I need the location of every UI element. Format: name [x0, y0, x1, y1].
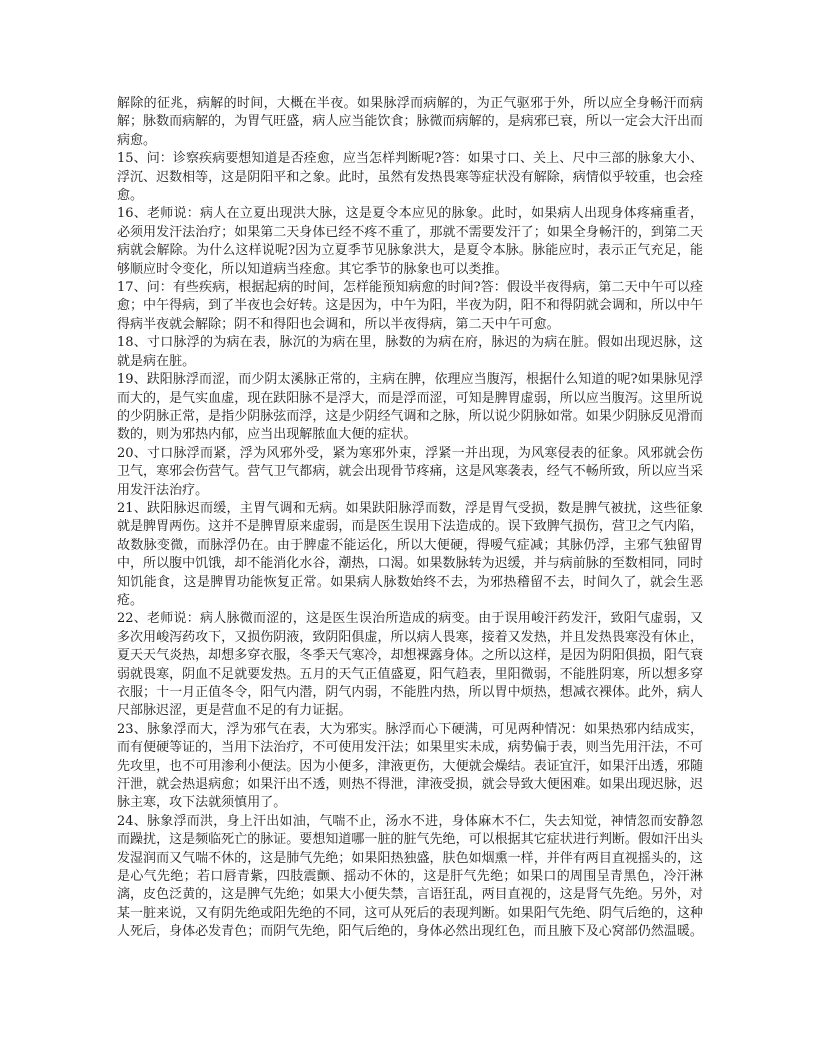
paragraph-21: 21、趺阳脉迟而缓，主胃气调和无病。如果趺阳脉浮而数，浮是胃气受损，数是脾气被扰，这些征象就是脾胃两伤。这并不是脾胃原来虚弱，而是医生误用下法造成的。误下致脾气损伤，营卫之气内陷，故数脉变微，而脉浮仍在。由于脾虚不能运化，所以大便硬，得嗳气症减；其脉仍浮，主邪气独留胃中，所以腹中饥饿，却不能消化水谷，潮热，口渴。如果数脉转为迟缓，并与病前脉的至数相同，同时知饥能食，这是脾胃功能恢复正常。如果病人脉数始终不去，为邪热稽留不去，时间久了，就会生恶疮。	[117, 500, 703, 608]
paragraph-intro-continuation: 解除的征兆，病解的时间，大概在半夜。如果脉浮而病解的，为正气驱邪于外，所以应全身畅汗而病解；脉数而病解的，为胃气旺盛，病人应当能饮食；脉微而病解的，是病邪已衰，所以一定会大汗出而病愈。	[117, 96, 703, 148]
paragraph-24: 24、脉象浮而洪，身上汗出如油，气喘不止，汤水不进，身体麻木不仁，失去知觉，神情忽而安静忽而躁扰，这是频临死亡的脉证。要想知道哪一脏的脏气先绝，可以根据其它症状进行判断。假如汗出头发湿润而又气喘不休的，这是肺气先绝；如果阳热独盛，肤色如烟熏一样，并伴有两目直视摇头的，这是心气先绝；若口唇青紫，四肢震颤、摇动不休的，这是肝气先绝；如果口的周围呈青黑色，冷汗淋漓，皮色泛黄的，这是脾气先绝；如果大小便失禁，言语狂乱，两目直视的，这是肾气先绝。另外，对某一脏来说，又有阴先绝或阳先绝的不同，这可从死后的表现判断。如果阳气先绝、阴气后绝的，这种人死后，身体必发青色；而阴气先绝，阳气后绝的，身体必然出现红色，而且腋下及心窝部仍然温暖。	[117, 813, 703, 940]
paragraph-19: 19、趺阳脉浮而涩，而少阴太溪脉正常的，主病在脾，依理应当腹泻，根据什么知道的呢?如果脉见浮而大的，是气实血虚，现在趺阳脉不是浮大，而是浮而涩，可知是脾胃虚弱，所以应当腹泻。这里所说的少阴脉正常，是指少阴脉弦而浮，这是少阴经气调和之脉，所以说少阴脉如常。如果少阴脉反见滑而数的，则为邪热内郁，应当出现解脓血大便的症状。	[117, 372, 703, 443]
paragraph-23: 23、脉象浮而大，浮为邪气在表，大为邪实。脉浮而心下硬满，可见两种情况：如果热邪内结成实，而有便硬等证的，当用下法治疗，不可使用发汗法；如果里实未成，病势偏于表，则当先用汗法，不可先攻里，也不可用渗利小便法。因为小便多，津液更伤，大便就会燥结。表证宜汗，如果汗出透，邪随汗泄，就会热退病愈；如果汗出不透，则热不得泄，津液受损，就会导致大便困难。如果出现迟脉，迟脉主寒，攻下法就须慎用了。	[117, 721, 703, 811]
paragraph-15: 15、问：诊察疾病要想知道是否痊愈，应当怎样判断呢?答：如果寸口、关上、尺中三部的脉象大小、浮沉、迟数相等，这是阴阳平和之象。此时，虽然有发热畏寒等症状没有解除，病情似乎较重，也会痊愈。	[117, 151, 703, 204]
paragraph-22: 22、老师说：病人脉微而涩的，这是医生误治所造成的病变。由于误用峻汗药发汗，致阳气虚弱，又多次用峻泻药攻下，又损伤阴液，致阴阳俱虚，所以病人畏寒，接着又发热，并且发热畏寒没有休止，夏天天气炎热，却想多穿衣服，冬季天气寒冷，却想裸露身体。之所以这样，是因为阴阳俱损，阳气衰弱就畏寒，阴血不足就要发热。五月的天气正值盛夏，阳气趋表，里阳微弱，不能胜阴寒，所以想多穿衣服；十一月正值冬令，阳气内潜，阴气内弱，不能胜内热，所以胃中烦热，想减衣裸体。此外，病人尺部脉迟涩，更是营血不足的有力证据。	[117, 611, 703, 719]
document-body	[117, 95, 703, 942]
paragraph-18: 18、寸口脉浮的为病在表，脉沉的为病在里，脉数的为病在府，脉迟的为病在脏。假如出现迟脉，这就是病在脏。	[117, 335, 703, 369]
paragraph-17: 17、问：有些疾病，根据起病的时间，怎样能预知病愈的时间?答：假设半夜得病，第二天中午可以痊愈；中午得病，到了半夜也会好转。这是因为，中午为阳，半夜为阴，阳不和得阴就会调和，所以中午得病半夜就会解除；阴不和得阳也会调和，所以半夜得病，第二天中午可愈。	[117, 280, 703, 332]
paragraph-16: 16、老师说：病人在立夏出现洪大脉，这是夏令本应见的脉象。此时，如果病人出现身体疼痛重者，必须用发汗法治疗；如果第二天身体已经不疼不重了，那就不需要发汗了；如果全身畅汗的，到第二天病就会解除。为什么这样说呢?因为立夏季节见脉象洪大，是夏令本脉。脉能应时，表示正气充足，能够顺应时令变化，所以知道病当痊愈。其它季节的脉象也可以类推。	[117, 206, 703, 277]
paragraph-20: 20、寸口脉浮而紧，浮为风邪外受，紧为寒邪外束，浮紧一并出现，为风寒侵表的征象。风邪就会伤卫气，寒邪会伤营气。营气卫气都病，就会出现骨节疼痛，这是风寒袭表，经气不畅所致，所以应当采用发汗法治疗。	[117, 445, 703, 498]
